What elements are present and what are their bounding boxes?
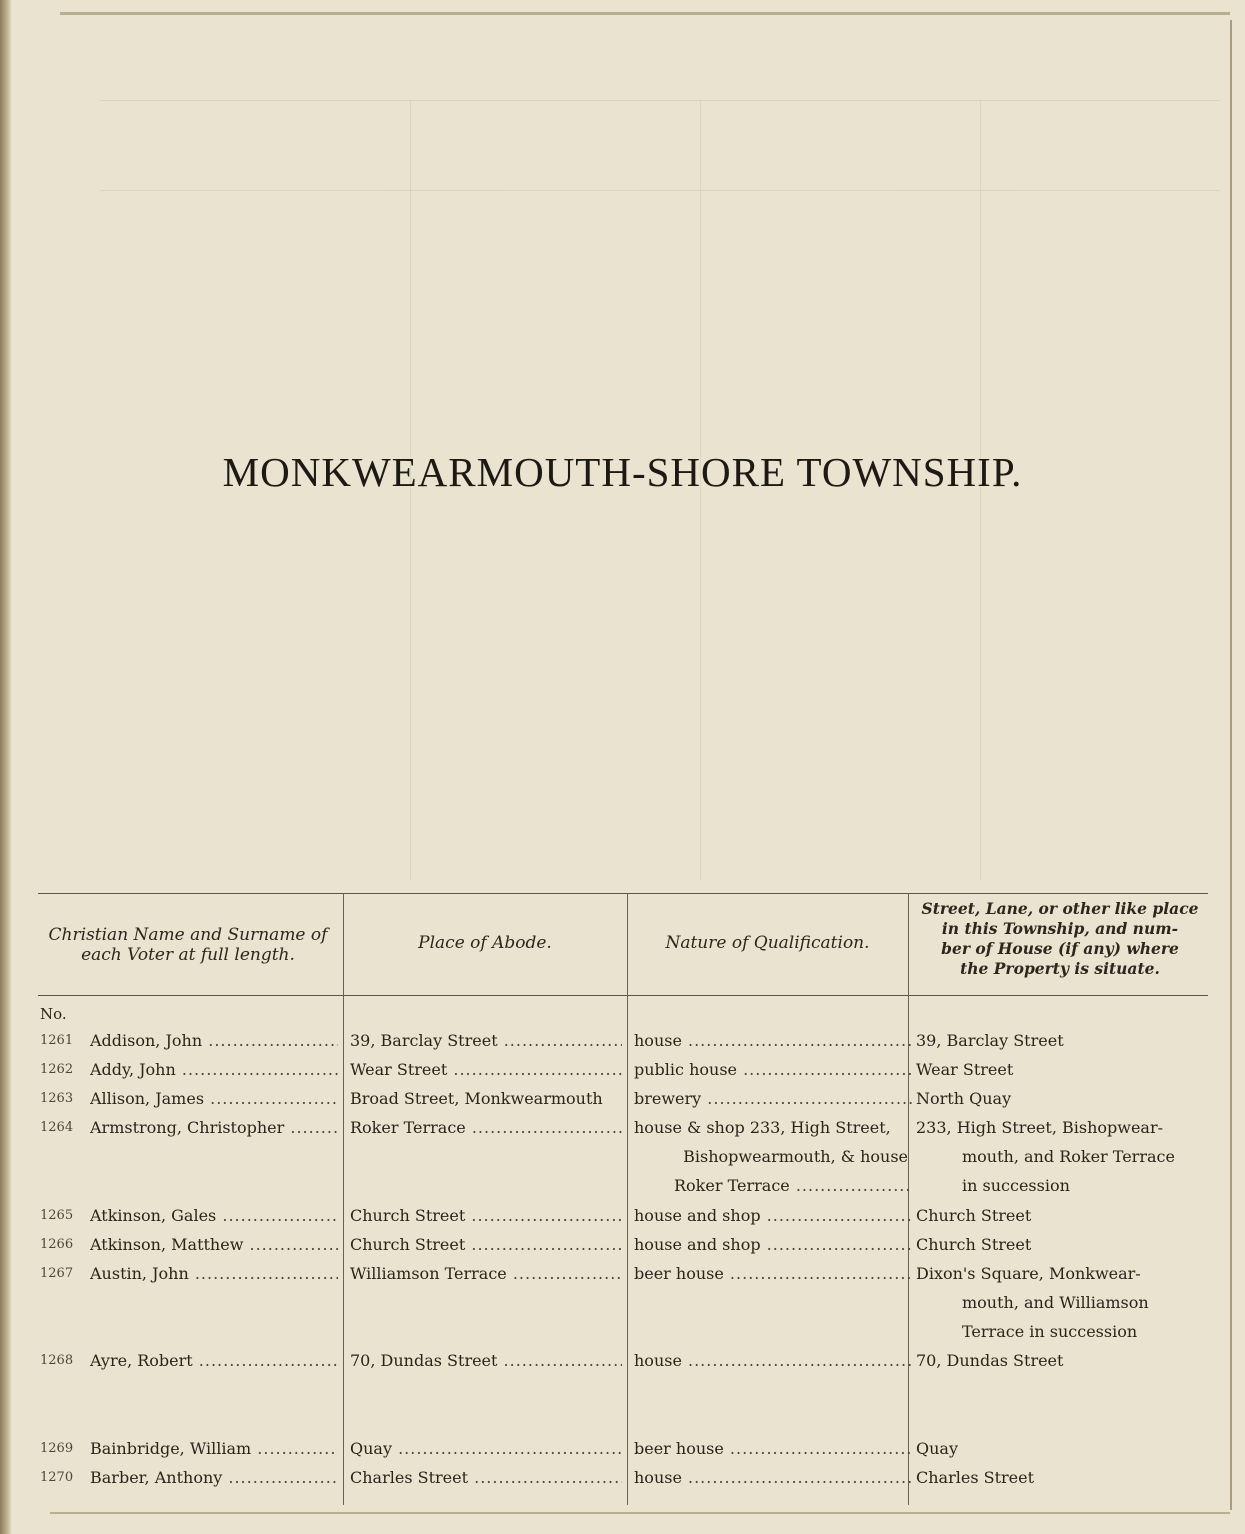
voter-name: Barber, Anthony ..... — [90, 1463, 338, 1492]
column-divider — [627, 893, 628, 1505]
header-abode: Place of Abode. — [418, 933, 552, 953]
property-street: Quay — [916, 1439, 958, 1458]
street-line: mouth, and Williamson — [962, 1293, 1149, 1312]
place-of-abode: Williamson Terrace ..... — [350, 1259, 622, 1288]
nature-of-qualification: public house ..... — [634, 1055, 912, 1084]
place-of-abode: Broad Street, Monkwearmouth — [350, 1089, 603, 1108]
header-name — [38, 925, 338, 965]
voter-number: 1266 — [40, 1237, 74, 1252]
nature-of-qualification: beer house ..... — [634, 1259, 912, 1288]
voter-name: Addy, John ..... — [90, 1055, 338, 1084]
column-divider — [343, 893, 344, 1505]
nature-of-qualification: house and shop ..... — [634, 1201, 912, 1230]
place-of-abode: Church Street ..... — [350, 1201, 622, 1230]
voter-name: Atkinson, Matthew ..... — [90, 1230, 338, 1259]
nature-of-qualification: house ..... — [634, 1346, 912, 1375]
street-line: 233, High Street, Bishopwear- — [916, 1118, 1164, 1137]
voter-name: Bainbridge, William ..... — [90, 1434, 338, 1463]
number-column-label: No. — [40, 1005, 67, 1023]
voter-number: 1268 — [40, 1353, 74, 1368]
voter-number: 1262 — [40, 1062, 74, 1077]
voter-name: Atkinson, Gales ..... — [90, 1201, 338, 1230]
property-street: Charles Street — [916, 1468, 1035, 1487]
street-line: Dixon's Square, Monkwear- — [916, 1264, 1141, 1283]
page-edge-right — [1230, 20, 1232, 1510]
place-of-abode: Roker Terrace ..... — [350, 1113, 622, 1142]
voter-name: Armstrong, Christopher ..... — [90, 1113, 338, 1142]
nature-line: house & shop 233, High Street, — [634, 1118, 891, 1137]
property-street: Church Street — [916, 1235, 1032, 1254]
voter-name: Allison, James ..... — [90, 1084, 338, 1113]
header-bottom-rule — [38, 995, 1208, 996]
header-street-line: in this Township, and num- — [941, 919, 1179, 938]
voter-name: Addison, John ..... — [90, 1026, 338, 1055]
nature-line: Bishopwearmouth, & house — [683, 1147, 908, 1166]
voter-name: Austin, John ..... — [90, 1259, 338, 1288]
voter-number: 1261 — [40, 1033, 74, 1048]
street-line: Terrace in succession — [962, 1322, 1138, 1341]
property-street — [916, 1113, 1208, 1200]
street-line: in succession — [962, 1176, 1070, 1195]
property-street: Wear Street — [916, 1060, 1014, 1079]
voter-number: 1263 — [40, 1091, 74, 1106]
place-of-abode: 70, Dundas Street ..... — [350, 1346, 622, 1375]
property-street: 39, Barclay Street — [916, 1031, 1064, 1050]
property-street: Church Street — [916, 1206, 1032, 1225]
nature-of-qualification: house and shop ..... — [634, 1230, 912, 1259]
voter-name: Ayre, Robert ..... — [90, 1346, 338, 1375]
property-street: North Quay — [916, 1089, 1012, 1108]
page-edge-top — [60, 12, 1230, 15]
header-nature: Nature of Qualification. — [665, 933, 870, 953]
header-street-line: Street, Lane, or other like place — [921, 899, 1199, 918]
property-street: 70, Dundas Street — [916, 1351, 1064, 1370]
header-name-line: Christian Name and Surname of — [48, 925, 328, 945]
header-name-line: each Voter at full length. — [81, 945, 295, 965]
header-top-rule — [38, 893, 1208, 894]
header-street — [912, 899, 1208, 979]
place-of-abode: Quay ..... — [350, 1434, 622, 1463]
voter-number: 1269 — [40, 1441, 74, 1456]
place-of-abode: Charles Street ..... — [350, 1463, 622, 1492]
voter-number: 1264 — [40, 1120, 74, 1135]
nature-of-qualification: house ..... — [634, 1463, 912, 1492]
nature-line: Roker Terrace ..... — [634, 1171, 912, 1200]
place-of-abode: Wear Street ..... — [350, 1055, 622, 1084]
nature-of-qualification: house ..... — [634, 1026, 912, 1055]
nature-of-qualification: brewery ..... — [634, 1084, 912, 1113]
voter-number: 1265 — [40, 1208, 74, 1223]
place-of-abode: 39, Barclay Street ..... — [350, 1026, 622, 1055]
property-street — [916, 1259, 1208, 1346]
header-street-line: ber of House (if any) where — [941, 939, 1179, 958]
nature-of-qualification: beer house ..... — [634, 1434, 912, 1463]
place-of-abode: Church Street ..... — [350, 1230, 622, 1259]
voter-register-table — [38, 893, 1208, 1513]
voter-number: 1270 — [40, 1470, 74, 1485]
street-line: mouth, and Roker Terrace — [962, 1147, 1175, 1166]
voter-number: 1267 — [40, 1266, 74, 1281]
header-street-line: the Property is situate. — [960, 959, 1160, 978]
book-spine-shadow — [0, 0, 12, 1534]
page-title: MONKWEARMOUTH-SHORE TOWNSHIP. — [222, 449, 1023, 495]
nature-of-qualification — [634, 1113, 912, 1200]
